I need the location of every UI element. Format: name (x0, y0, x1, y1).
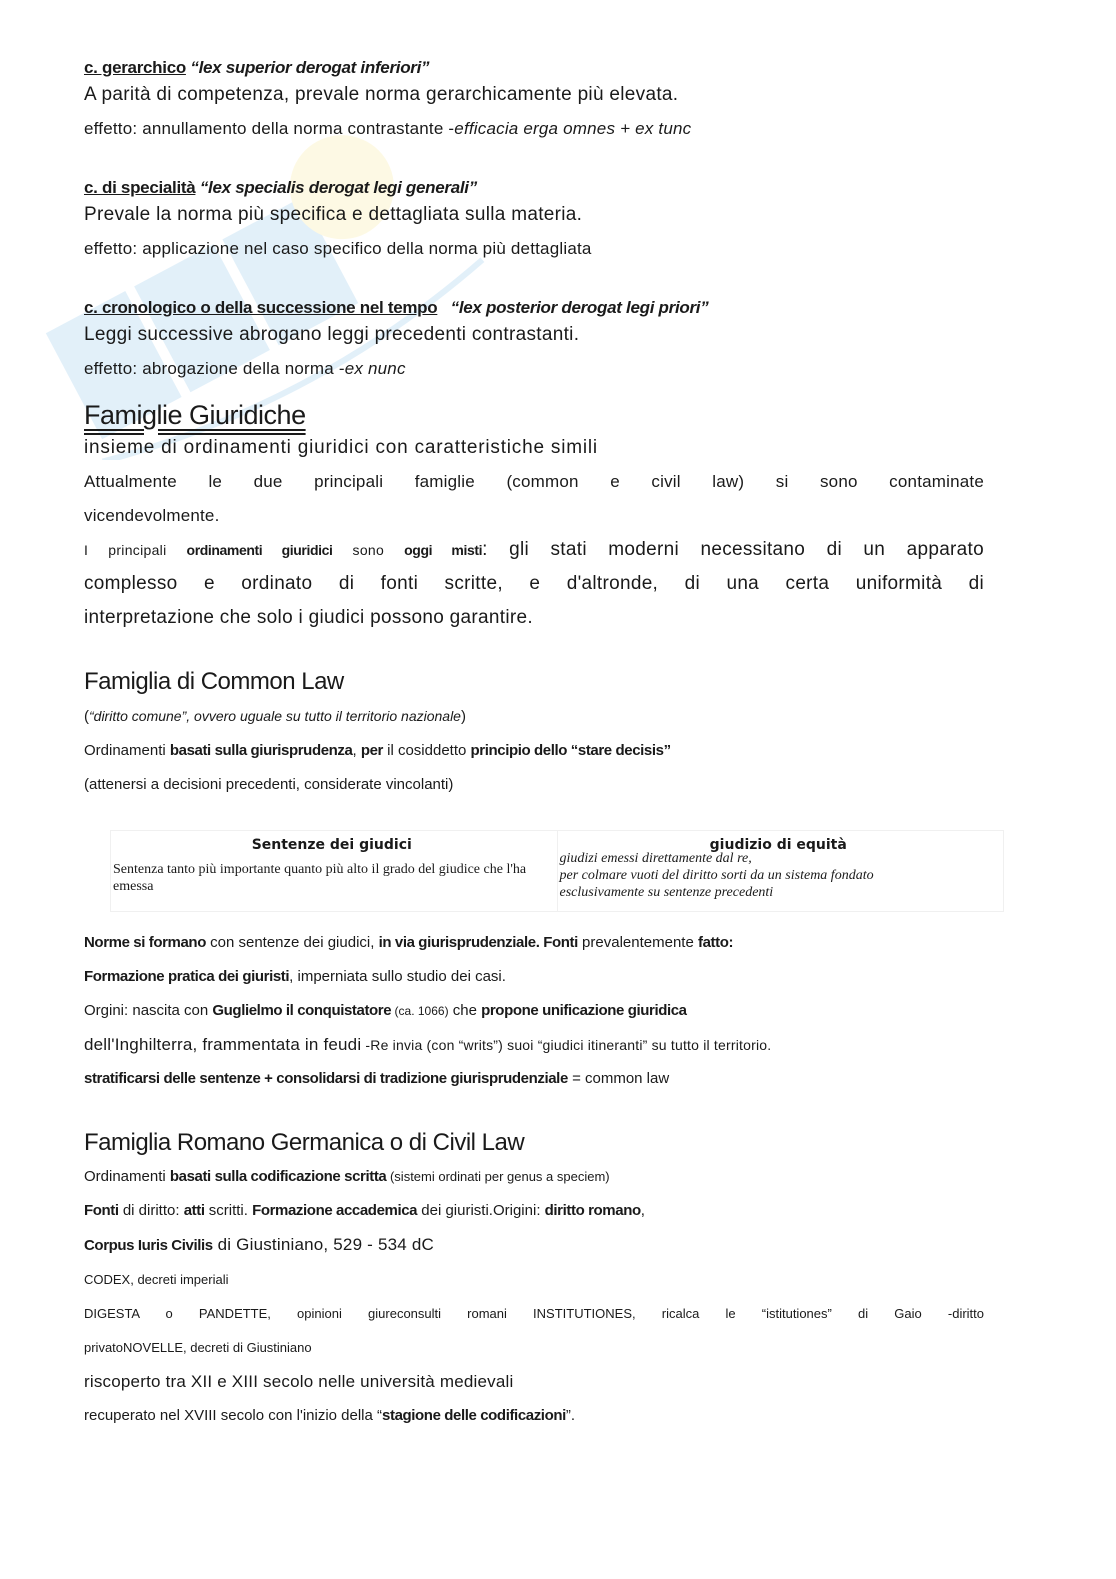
paragraph-line: interpretazione che solo i giudici possono garantire. (84, 607, 533, 628)
criterion-label: c. di specialità (84, 178, 196, 197)
paragraph-line: Norme si formano con sentenze dei giudici, in via giurisprudenziale. Fonti prevalentemente fatto: (84, 934, 734, 951)
table-body-text: per colmare vuoti del diritto sorti da un sistema fondato (559, 868, 874, 883)
section-civil-law (84, 1126, 984, 1433)
paragraph-line: Corpus Iuris Civilis di Giustiniano, 529 - 534 dC (84, 1235, 434, 1254)
document-page (84, 58, 984, 1433)
paragraph-line: CODEX, decreti imperiali (84, 1272, 229, 1287)
criterion-effect-italic: ex nunc (344, 359, 406, 378)
criterion-quote: “lex posterior derogat legi priori” (450, 298, 709, 317)
paragraph-line: Fonti di diritto: atti scritti. Formazione accademica dei giuristi.Origini: diritto romano, (84, 1202, 645, 1219)
paragraph-line: (“diritto comune”, ovvero uguale su tutto il territorio nazionale) (84, 708, 466, 725)
criterion-quote: “lex superior derogat inferiori” (190, 58, 430, 77)
section-title: Famiglia di Common Law (84, 668, 344, 695)
criterion-label: c. gerarchico (84, 58, 186, 77)
paragraph-line: Formazione pratica dei giuristi, imperniata sullo studio dei casi. (84, 968, 506, 985)
paragraph-line: stratificarsi delle sentenze + consolidarsi di tradizione giurisprudenziale = common law (84, 1070, 670, 1087)
section-subtitle: insieme di ordinamenti giuridici con caratteristiche simili (84, 437, 598, 458)
criterion-description: A parità di competenza, prevale norma gerarchicamente più elevata. (84, 84, 679, 105)
section-famiglie-giuridiche (84, 400, 984, 635)
table-body-text: esclusivamente su sentenze precedenti (559, 885, 774, 900)
paragraph-line: I principali ordinamenti giuridici sono oggi misti: gli stati moderni necessitano di un apparato (84, 539, 984, 560)
paragraph-line: complesso e ordinato di fonti scritte, e d'altronde, di una certa uniformità di (84, 573, 984, 594)
table-body-text: giudizi emessi direttamente dal re, (559, 851, 752, 866)
table-cell-left (111, 831, 557, 911)
criterion-effect: effetto: abrogazione della norma - (84, 359, 345, 378)
criterion-effect: effetto: annullamento della norma contrastante - (84, 119, 455, 138)
criterion-quote: “lex specialis derogat legi generali” (199, 178, 477, 197)
paragraph-line: Ordinamenti basati sulla codificazione scritta (sistemi ordinati per genus a speciem) (84, 1168, 610, 1185)
paragraph-line: recuperato nel XVIII secolo con l'inizio della “stagione delle codificazioni”. (84, 1407, 576, 1424)
paragraph-line: privatoNOVELLE, decreti di Giustiniano (84, 1340, 312, 1355)
table-cell-right (557, 831, 1004, 911)
criterion-description: Prevale la norma più specifica e dettagliata sulla materia. (84, 204, 583, 225)
paragraph-line: DIGESTA o PANDETTE, opinioni giureconsulti romani INSTITUTIONES, ricalca le “istitutiones” di Gaio -diritto (84, 1306, 984, 1321)
table-header: giudizio di equità (709, 837, 847, 853)
criterion-gerarchico (84, 58, 984, 146)
paragraph-line: Orgini: nascita con Guglielmo il conquistatore (ca. 1066) che propone unificazione giuridica (84, 1002, 687, 1019)
paragraph-line: riscoperto tra XII e XIII secolo nelle università medievali (84, 1372, 514, 1391)
paragraph-line: dell'Inghilterra, frammentata in feudi -Re invia (con “writs”) suoi “giudici itineranti” su tutto il territorio. (84, 1035, 772, 1054)
section-title: Famiglia Romano Germanica o di Civil Law (84, 1129, 525, 1156)
criterion-effect: effetto: applicazione nel caso specifico della norma più dettagliata (84, 239, 592, 258)
paragraph-line: vicendevolmente. (84, 506, 220, 525)
comparison-table (110, 830, 1004, 912)
table-header: Sentenze dei giudici (251, 837, 412, 853)
criterion-effect-italic: efficacia erga omnes + ex tunc (454, 119, 692, 138)
section-title: Famiglie Giuridiche (84, 400, 306, 430)
criterion-cronologico (84, 298, 984, 386)
paragraph-line: Attualmente le due principali famiglie (common e civil law) si sono contaminate (84, 472, 984, 491)
table-body-text: Sentenza tanto più importante quanto più alto il grado del giudice che l'ha emessa (113, 862, 527, 894)
criterion-label: c. cronologico o della successione nel tempo (84, 298, 438, 317)
paragraph-line: Ordinamenti basati sulla giurisprudenza, per il cosiddetto principio dello “stare decisis” (84, 742, 671, 759)
criterion-specialita (84, 178, 984, 266)
section-common-law (84, 665, 984, 1096)
paragraph-line: (attenersi a decisioni precedenti, considerate vincolanti) (84, 776, 454, 793)
criterion-description: Leggi successive abrogano leggi precedenti contrastanti. (84, 324, 580, 345)
